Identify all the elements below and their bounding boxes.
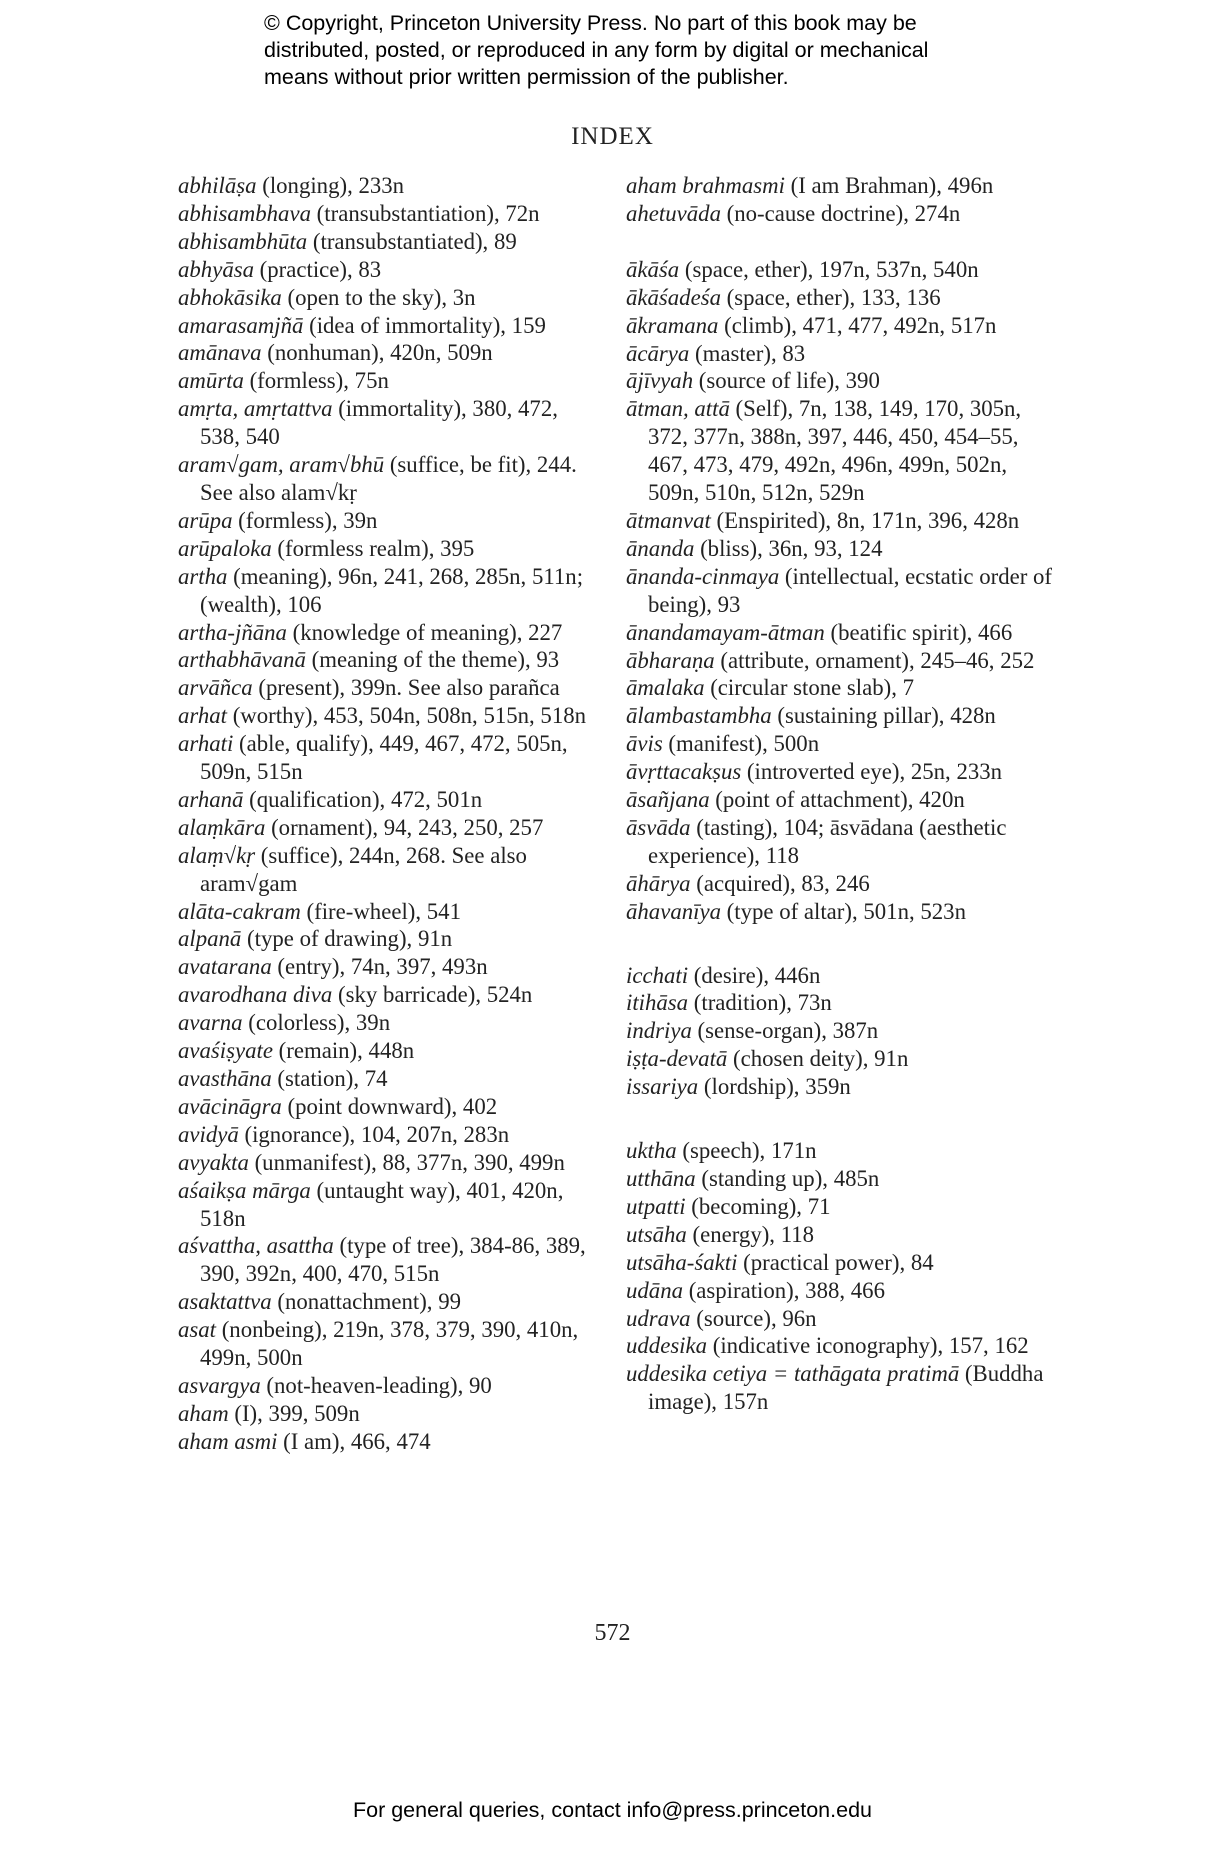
index-term: udrava [626, 1305, 691, 1331]
index-term: arūpaloka [178, 535, 272, 561]
index-term: arūpa [178, 507, 233, 533]
index-locator: (formless realm), 395 [271, 535, 475, 561]
index-term: amūrta [178, 368, 244, 394]
index-locator: (I), 399, 509n [228, 1400, 360, 1426]
index-entry [626, 1193, 1056, 1221]
index-locator: (Self), 7n, 138, 149, 170, 305n, 372, 377n, 388n, 397, 446, 450, 454–55, 467, 473, 479, 492n, 496n, 499n, 502n, 509n, 510n, 512n, 529n [648, 396, 1022, 506]
index-term: ānanda-cinmaya [626, 563, 780, 589]
index-term: alaṃ√kṛ [178, 842, 256, 868]
index-term: avidyā [178, 1121, 239, 1147]
index-entry [178, 1149, 598, 1177]
index-locator: (point downward), 402 [281, 1093, 498, 1119]
index-locator: (intellectual, ecstatic order of being), 93 [648, 563, 1053, 617]
index-locator: (sky barricade), 524n [332, 982, 533, 1008]
index-term: utthāna [626, 1166, 696, 1191]
index-entry [178, 814, 598, 842]
index-entry [178, 1177, 598, 1233]
index-locator: (lordship), 359n [698, 1074, 851, 1100]
index-entry [178, 619, 598, 647]
index-locator: (introverted eye), 25n, 233n [741, 759, 1003, 785]
index-locator: (circular stone slab), 7 [704, 675, 915, 701]
index-term: amānava [178, 340, 262, 366]
copyright-line: distributed, posted, or reproduced in any form by digital or mechanical [264, 38, 929, 62]
index-entry [626, 535, 1056, 563]
index-locator: (fire-wheel), 541 [300, 898, 461, 924]
index-locator: (ornament), 94, 243, 250, 257 [265, 814, 544, 840]
index-entry [626, 340, 1056, 368]
index-term: ahetuvāda [626, 200, 721, 226]
index-entry [626, 674, 1056, 702]
index-term: itihāsa [626, 990, 689, 1016]
index-term: ākāśadeśa [626, 284, 721, 310]
index-entry [178, 953, 598, 981]
index-entry [178, 925, 598, 953]
index-term: amṛta, amṛtattva [178, 396, 333, 422]
index-entry [178, 228, 598, 256]
index-locator: (Enspirited), 8n, 171n, 396, 428n [710, 507, 1020, 533]
index-entry [178, 535, 598, 563]
index-locator: (space, ether), 133, 136 [720, 284, 941, 310]
index-entry [626, 395, 1056, 507]
index-entry [626, 758, 1056, 786]
index-locator: (becoming), 71 [685, 1193, 831, 1219]
index-locator: (indicative iconography), 157, 162 [707, 1333, 1029, 1359]
index-locator: (practical power), 84 [737, 1249, 934, 1275]
index-locator: (suffice, be fit), 244. See also alam√kṛ [200, 452, 577, 505]
index-locator: (longing), 233n [256, 173, 405, 198]
index-entry [178, 1232, 598, 1288]
index-term: ātmanvat [626, 507, 711, 533]
index-term: avasthāna [178, 1066, 272, 1091]
index-term: ātman, attā [626, 396, 730, 422]
index-term: uktha [626, 1138, 677, 1164]
index-entry [178, 1009, 598, 1037]
index-entry [178, 339, 598, 367]
index-term: aham asmi [178, 1428, 278, 1454]
index-locator: (energy), 118 [686, 1221, 815, 1247]
index-entry [626, 563, 1056, 619]
index-locator: (transubstantiation), 72n [310, 200, 540, 226]
index-locator: (nonattachment), 99 [271, 1289, 461, 1315]
index-locator: (space, ether), 197n, 537n, 540n [679, 256, 979, 282]
index-term: ālambastambha [626, 703, 772, 729]
index-entry [626, 256, 1056, 284]
index-locator: (manifest), 500n [662, 731, 820, 757]
index-term: ābharaṇa [626, 647, 715, 673]
index-entry [626, 814, 1056, 870]
index-entry [626, 1137, 1056, 1165]
index-entry [178, 1093, 598, 1121]
index-entry [178, 1372, 598, 1400]
section-gap [626, 1101, 1056, 1137]
index-term: aham [178, 1400, 229, 1426]
index-term: utsāha [626, 1221, 687, 1247]
index-locator: (knowledge of meaning), 227 [286, 619, 563, 645]
index-entry [626, 1305, 1056, 1333]
index-entry [178, 898, 598, 926]
index-locator: (type of drawing), 91n [241, 926, 453, 952]
page-title: INDEX [571, 123, 654, 150]
index-term: abhilāṣa [178, 173, 257, 198]
index-entry [178, 395, 598, 451]
index-entry [626, 1332, 1056, 1360]
index-term: aśvattha, asattha [178, 1233, 334, 1259]
index-term: āhārya [626, 870, 691, 896]
index-locator: (worthy), 453, 504n, 508n, 515n, 518n [227, 703, 587, 729]
index-entry [626, 870, 1056, 898]
index-entry [178, 1121, 598, 1149]
index-entry [626, 1277, 1056, 1305]
index-locator: (point of attachment), 420n [709, 787, 965, 813]
index-term: avācināgra [178, 1093, 282, 1119]
index-locator: (climb), 471, 477, 492n, 517n [718, 312, 997, 338]
index-entry [178, 702, 598, 730]
index-entry [178, 786, 598, 814]
index-locator: (sustaining pillar), 428n [771, 703, 996, 729]
index-entry [626, 702, 1056, 730]
index-locator: (nonhuman), 420n, 509n [261, 340, 493, 366]
index-entry [626, 200, 1056, 228]
footer-contact: For general queries, contact info@press.princeton.edu [352, 1798, 872, 1822]
index-entry [626, 1165, 1056, 1193]
index-locator: (colorless), 39n [242, 1010, 391, 1036]
index-locator: (chosen deity), 91n [727, 1046, 909, 1072]
index-locator: (remain), 448n [272, 1038, 415, 1064]
index-locator: (able, qualify), 449, 467, 472, 505n, 509n, 515n [200, 731, 568, 785]
index-locator: (qualification), 472, 501n [243, 786, 483, 812]
index-term: icchati [626, 962, 689, 988]
index-locator: (meaning), 96n, 241, 268, 285n, 511n; (wealth), 106 [200, 563, 584, 617]
index-entry [178, 1037, 598, 1065]
index-term: alaṃkāra [178, 814, 266, 840]
index-entry [626, 730, 1056, 758]
index-locator: (beatific spirit), 466 [824, 619, 1013, 645]
index-locator: (unmanifest), 88, 377n, 390, 499n [248, 1149, 565, 1175]
index-term: aram√gam, aram√bhū [178, 452, 385, 478]
index-term: udāna [626, 1277, 683, 1303]
index-term: abhyāsa [178, 256, 254, 282]
index-entry [626, 1249, 1056, 1277]
index-term: āsvāda [626, 814, 691, 840]
index-column-left [178, 172, 598, 1456]
index-locator: (open to the sky), 3n [281, 284, 476, 310]
index-entry [178, 507, 598, 535]
index-entry [178, 563, 598, 619]
index-entry [178, 312, 598, 340]
index-locator: (master), 83 [689, 340, 806, 366]
copyright-notice [264, 10, 1024, 91]
index-term: āsañjana [626, 787, 710, 813]
index-locator: (untaught way), 401, 420n, 518n [200, 1177, 564, 1231]
index-column-right [626, 172, 1056, 1416]
index-locator: (attribute, ornament), 245–46, 252 [714, 647, 1035, 673]
index-locator: (no-cause doctrine), 274n [720, 200, 961, 226]
index-entry [626, 1045, 1056, 1073]
index-locator: (present), 399n. See also parañca [252, 675, 560, 701]
index-term: arthabhāvanā [178, 647, 306, 673]
index-entry [178, 1400, 598, 1428]
index-term: avarodhana diva [178, 982, 333, 1008]
index-entry [626, 619, 1056, 647]
index-locator: (source of life), 390 [693, 368, 880, 394]
index-term: avaśiṣyate [178, 1038, 273, 1064]
index-term: āvṛttacakṣus [626, 759, 742, 785]
index-locator: (transubstantiated), 89 [307, 228, 517, 254]
index-locator: (I am), 466, 474 [277, 1428, 431, 1454]
index-term: uddesika cetiya = tathāgata pratimā [626, 1361, 960, 1387]
index-locator: (Buddha image), 157n [648, 1361, 1044, 1415]
index-locator: (speech), 171n [676, 1138, 817, 1164]
index-locator: (nonbeing), 219n, 378, 379, 390, 410n, 499n, 500n [200, 1317, 579, 1371]
copyright-line: means without prior written permission of the publisher. [264, 65, 789, 89]
index-term: asat [178, 1317, 217, 1343]
index-term: artha-jñāna [178, 619, 287, 645]
index-entry [178, 1316, 598, 1372]
index-entry [626, 962, 1056, 990]
index-locator: (aspiration), 388, 466 [683, 1277, 885, 1303]
index-locator: (I am Brahman), 496n [784, 173, 994, 198]
index-term: ācārya [626, 340, 690, 366]
index-term: asvargya [178, 1372, 261, 1398]
index-entry [178, 981, 598, 1009]
index-entry [626, 1360, 1056, 1416]
index-locator: (not-heaven-leading), 90 [260, 1372, 492, 1398]
index-term: alāta-cakram [178, 898, 301, 924]
index-locator: (station), 74 [271, 1066, 388, 1091]
index-entry [178, 730, 598, 786]
index-term: ākāśa [626, 256, 680, 282]
index-entry [178, 1428, 598, 1456]
index-term: āhavanīya [626, 898, 721, 924]
index-entry [178, 200, 598, 228]
index-entry [626, 172, 1056, 200]
index-term: aham brahmasmi [626, 173, 785, 198]
index-term: āmalaka [626, 675, 705, 701]
index-entry [626, 786, 1056, 814]
index-term: ākramana [626, 312, 719, 338]
index-term: abhisambhava [178, 200, 311, 226]
index-term: asaktattva [178, 1289, 272, 1315]
index-locator: (sense-organ), 387n [691, 1018, 879, 1044]
index-entry [626, 647, 1056, 675]
index-term: uddesika [626, 1333, 708, 1359]
index-entry [626, 1017, 1056, 1045]
index-entry [178, 842, 598, 898]
index-term: utpatti [626, 1193, 686, 1219]
index-entry [626, 507, 1056, 535]
index-entry [178, 172, 598, 200]
index-term: arhanā [178, 786, 244, 812]
index-term: arhati [178, 731, 234, 757]
index-term: avyakta [178, 1149, 249, 1175]
index-term: āvis [626, 731, 663, 757]
index-entry [626, 1221, 1056, 1249]
index-term: ānandamayam-ātman [626, 619, 825, 645]
index-entry [178, 451, 598, 507]
index-locator: (formless), 75n [243, 368, 389, 394]
index-term: avarna [178, 1010, 243, 1036]
index-locator: (type of tree), 384-86, 389, 390, 392n, 400, 470, 515n [200, 1233, 586, 1287]
index-term: abhokāsika [178, 284, 282, 310]
index-entry [178, 367, 598, 395]
index-term: alpanā [178, 926, 242, 952]
index-locator: (entry), 74n, 397, 493n [271, 954, 488, 980]
index-locator: (ignorance), 104, 207n, 283n [238, 1121, 510, 1147]
index-entry [178, 256, 598, 284]
index-locator: (type of altar), 501n, 523n [720, 898, 966, 924]
index-locator: (desire), 446n [688, 962, 821, 988]
index-term: iṣṭa-devatā [626, 1046, 728, 1072]
index-term: arhat [178, 703, 227, 729]
index-term: utsāha-śakti [626, 1249, 738, 1275]
index-entry [178, 646, 598, 674]
index-entry [178, 284, 598, 312]
index-term: issariya [626, 1074, 699, 1100]
index-locator: (suffice), 244n, 268. See also aram√gam [200, 842, 527, 896]
index-locator: (acquired), 83, 246 [690, 870, 870, 896]
index-entry [626, 989, 1056, 1017]
index-term: amarasamjñā [178, 312, 304, 338]
index-locator: (formless), 39n [232, 507, 378, 533]
index-locator: (idea of immortality), 159 [303, 312, 546, 338]
index-locator: (source), 96n [690, 1305, 817, 1331]
index-term: avatarana [178, 954, 272, 980]
index-locator: (practice), 83 [253, 256, 382, 282]
index-entry [178, 1288, 598, 1316]
section-gap [626, 228, 1056, 256]
index-entry [626, 367, 1056, 395]
index-term: aśaikṣa mārga [178, 1177, 311, 1203]
index-locator: (bliss), 36n, 93, 124 [694, 535, 883, 561]
index-term: artha [178, 563, 228, 589]
index-entry [178, 1065, 598, 1093]
index-entry [626, 1073, 1056, 1101]
index-entry [626, 898, 1056, 926]
index-term: abhisambhūta [178, 228, 308, 254]
index-locator: (standing up), 485n [695, 1166, 880, 1191]
index-entry [178, 674, 598, 702]
index-locator: (tasting), 104; āsvādana (aesthetic experience), 118 [648, 814, 1007, 868]
index-term: indriya [626, 1018, 692, 1044]
section-gap [626, 926, 1056, 962]
index-term: ājīvyah [626, 368, 694, 394]
copyright-line: © Copyright, Princeton University Press. No part of this book may be [264, 11, 917, 35]
page-number: 572 [594, 1620, 631, 1646]
index-term: arvāñca [178, 675, 253, 701]
index-locator: (meaning of the theme), 93 [305, 647, 560, 673]
index-locator: (immortality), 380, 472, 538, 540 [200, 396, 558, 450]
index-term: ānanda [626, 535, 695, 561]
index-entry [626, 312, 1056, 340]
index-entry [626, 284, 1056, 312]
index-locator: (tradition), 73n [688, 990, 832, 1016]
